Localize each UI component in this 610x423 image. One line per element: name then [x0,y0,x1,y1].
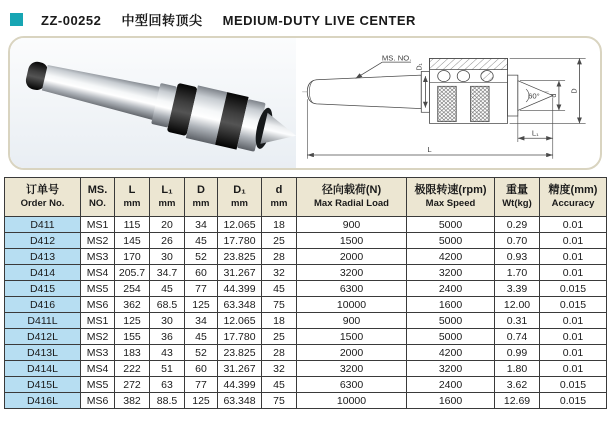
spec-cell: 28 [262,345,297,361]
spec-cell: 0.01 [540,329,607,345]
spec-cell: 1600 [407,297,495,313]
spec-cell: MS5 [81,377,115,393]
column-header: L₁ mm [150,178,185,217]
spec-cell: 31.267 [218,265,262,281]
spec-cell: 5000 [407,217,495,233]
table-row [5,345,607,361]
spec-cell: 3.39 [495,281,540,297]
dim-label-D: D [569,88,579,94]
spec-cell: 17.780 [218,233,262,249]
spec-cell: 3200 [407,361,495,377]
spec-cell: 2400 [407,377,495,393]
spec-cell: MS2 [81,233,115,249]
column-header: MS. NO. [81,178,115,217]
spec-cell: 12.00 [495,297,540,313]
spec-cell: 0.99 [495,345,540,361]
table-row [5,217,607,233]
spec-cell: 10000 [297,393,407,409]
spec-cell: 34 [185,313,218,329]
spec-cell: 88.5 [150,393,185,409]
spec-cell: 0.01 [540,233,607,249]
spec-cell: 3200 [407,265,495,281]
live-center-photo-image [10,38,296,168]
spec-cell: 0.015 [540,297,607,313]
order-no-cell: D414 [5,265,81,281]
spec-cell: 0.01 [540,313,607,329]
spec-cell: 0.01 [540,217,607,233]
order-no-cell: D416 [5,297,81,313]
spec-cell: 60 [185,361,218,377]
order-no-cell: D412 [5,233,81,249]
spec-cell: 63.348 [218,297,262,313]
spec-cell: 362 [115,297,150,313]
order-no-cell: D411L [5,313,81,329]
spec-cell: 52 [185,345,218,361]
technical-drawing [296,38,600,168]
spec-cell: 125 [115,313,150,329]
spec-cell: 75 [262,393,297,409]
spec-cell: 0.29 [495,217,540,233]
spec-cell: 155 [115,329,150,345]
spec-cell: 0.01 [540,265,607,281]
spec-table [4,177,607,409]
spec-cell: 382 [115,393,150,409]
spec-cell: MS5 [81,281,115,297]
spec-cell: 145 [115,233,150,249]
table-row [5,313,607,329]
column-header: 重量 Wt(kg) [495,178,540,217]
model-code: ZZ-00252 [41,12,102,28]
spec-cell: 5000 [407,233,495,249]
column-header: 精度(mm) Accuracy [540,178,607,217]
spec-cell: 34 [185,217,218,233]
spec-cell: 115 [115,217,150,233]
spec-cell: 17.780 [218,329,262,345]
order-no-cell: D413 [5,249,81,265]
spec-cell: 45 [185,233,218,249]
spec-cell: 0.015 [540,393,607,409]
spec-cell: 0.01 [540,361,607,377]
spec-cell: 25 [262,233,297,249]
table-row [5,297,607,313]
spec-cell: 1.70 [495,265,540,281]
product-panel [8,36,602,170]
table-row [5,281,607,297]
spec-cell: 25 [262,329,297,345]
spec-cell: 68.5 [150,297,185,313]
spec-cell: 63 [150,377,185,393]
spec-cell: 44.399 [218,377,262,393]
spec-cell: 5000 [407,329,495,345]
title-bar [0,0,610,30]
column-header: D mm [185,178,218,217]
spec-cell: 10000 [297,297,407,313]
live-center-drawing-image [296,38,600,168]
spec-cell: 0.01 [540,345,607,361]
spec-cell: 0.93 [495,249,540,265]
spec-cell: 205.7 [115,265,150,281]
table-row [5,377,607,393]
order-no-cell: D412L [5,329,81,345]
spec-cell: 2400 [407,281,495,297]
spec-cell: 6300 [297,377,407,393]
spec-cell: 0.01 [540,249,607,265]
spec-cell: 4200 [407,345,495,361]
order-no-cell: D411 [5,217,81,233]
spec-cell: MS2 [81,329,115,345]
table-row [5,393,607,409]
spec-cell: 45 [150,281,185,297]
column-header: D₁ mm [218,178,262,217]
product-name-en: MEDIUM-DUTY LIVE CENTER [222,12,416,28]
spec-cell: 3.62 [495,377,540,393]
spec-cell: 125 [185,297,218,313]
order-no-cell: D413L [5,345,81,361]
spec-cell: 2000 [297,249,407,265]
spec-cell: MS3 [81,345,115,361]
spec-cell: 26 [150,233,185,249]
spec-cell: 0.015 [540,377,607,393]
spec-cell: 5000 [407,313,495,329]
column-header: 径向载荷(N) Max Radial Load [297,178,407,217]
spec-cell: 34.7 [150,265,185,281]
spec-cell: 254 [115,281,150,297]
spec-cell: 3200 [297,265,407,281]
spec-cell: 0.70 [495,233,540,249]
dim-label-l1: L₁ [531,128,539,138]
spec-cell: MS1 [81,217,115,233]
spec-cell: 2000 [297,345,407,361]
spec-cell: 20 [150,217,185,233]
spec-cell: 51 [150,361,185,377]
spec-cell: 183 [115,345,150,361]
spec-cell: MS3 [81,249,115,265]
spec-cell: 28 [262,249,297,265]
table-row [5,233,607,249]
order-no-cell: D414L [5,361,81,377]
spec-cell: 44.399 [218,281,262,297]
spec-cell: 18 [262,313,297,329]
product-name-cn: 中型回转顶尖 [121,12,203,28]
spec-cell: 75 [262,297,297,313]
table-row [5,265,607,281]
spec-cell: 3200 [297,361,407,377]
spec-cell: 0.015 [540,281,607,297]
spec-cell: 125 [185,393,218,409]
spec-cell: 1600 [407,393,495,409]
table-row [5,329,607,345]
title-bullet-icon [10,13,23,26]
dim-label-d: d [548,93,558,98]
spec-table-body [5,217,607,409]
product-photo [10,38,296,168]
column-header: 极限转速(rpm) Max Speed [407,178,495,217]
spec-cell: 0.74 [495,329,540,345]
dim-label-l: L [427,145,432,155]
spec-cell: 43 [150,345,185,361]
spec-cell: 60 [185,265,218,281]
spec-cell: 12.69 [495,393,540,409]
spec-cell: 23.825 [218,345,262,361]
spec-cell: 1.80 [495,361,540,377]
table-row [5,361,607,377]
spec-cell: 32 [262,361,297,377]
spec-cell: 1500 [297,233,407,249]
spec-cell: 4200 [407,249,495,265]
spec-cell: 36 [150,329,185,345]
spec-cell: MS4 [81,265,115,281]
spec-cell: 12.065 [218,217,262,233]
dim-label-angle: 60° [528,91,540,101]
column-header: 订单号 Order No. [5,178,81,217]
page-title [41,10,432,29]
spec-table-head [5,178,607,217]
spec-cell: 30 [150,313,185,329]
spec-cell: 272 [115,377,150,393]
spec-cell: 45 [262,281,297,297]
spec-cell: 18 [262,217,297,233]
spec-cell: 0.31 [495,313,540,329]
order-no-cell: D415L [5,377,81,393]
spec-cell: 77 [185,377,218,393]
spec-cell: MS4 [81,361,115,377]
spec-cell: 23.825 [218,249,262,265]
spec-cell: 77 [185,281,218,297]
table-row [5,249,607,265]
spec-cell: MS6 [81,297,115,313]
spec-cell: 32 [262,265,297,281]
spec-cell: MS1 [81,313,115,329]
spec-cell: 30 [150,249,185,265]
spec-cell: 1500 [297,329,407,345]
header-row [5,178,607,217]
spec-cell: 45 [185,329,218,345]
spec-cell: 63.348 [218,393,262,409]
spec-cell: MS6 [81,393,115,409]
spec-cell: 900 [297,313,407,329]
order-no-cell: D415 [5,281,81,297]
spec-cell: 222 [115,361,150,377]
dim-label-d1: D₁ [413,63,424,71]
spec-cell: 6300 [297,281,407,297]
column-header: L mm [115,178,150,217]
dim-label-taper: MS. NO. [381,53,412,63]
order-no-cell: D416L [5,393,81,409]
spec-cell: 12.065 [218,313,262,329]
spec-cell: 170 [115,249,150,265]
spec-cell: 45 [262,377,297,393]
column-header: d mm [262,178,297,217]
spec-cell: 52 [185,249,218,265]
spec-cell: 31.267 [218,361,262,377]
spec-cell: 900 [297,217,407,233]
